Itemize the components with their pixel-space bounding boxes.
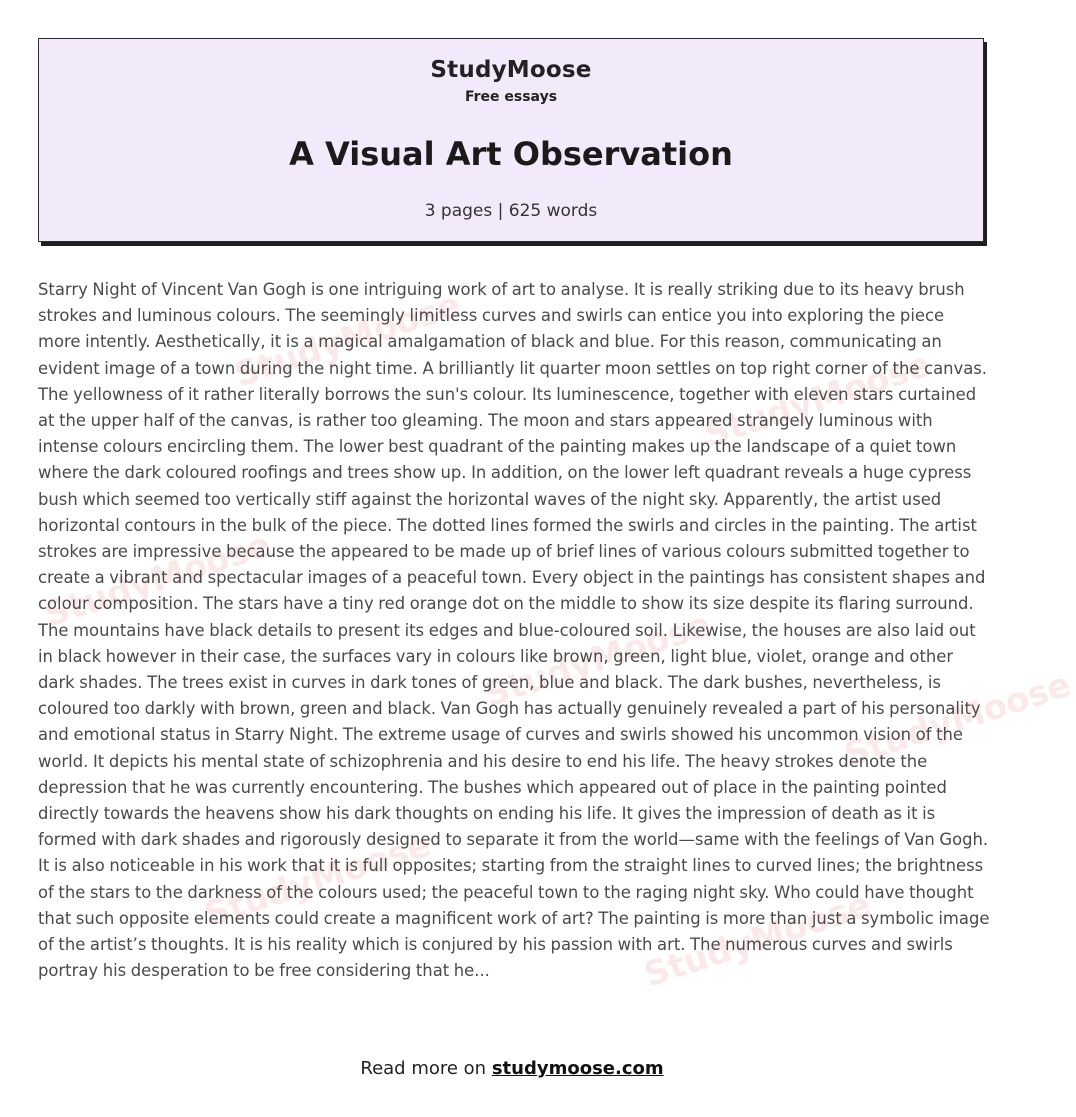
- read-more-footer: [0, 1058, 1024, 1079]
- essay-title: A Visual Art Observation: [289, 135, 733, 173]
- watermark: StudyMoose: [839, 664, 1076, 776]
- brand-tagline: Free essays: [464, 89, 558, 105]
- read-more-prefix: Read more on: [360, 1058, 492, 1079]
- watermark: StudyMoose: [229, 284, 466, 396]
- essay-header-card: [38, 38, 984, 242]
- watermark: StudyMoose: [199, 824, 436, 936]
- watermark: StudyMoose: [39, 524, 276, 636]
- watermark: StudyMoose: [479, 604, 716, 716]
- essay-body: Starry Night of Vincent Van Gogh is one intriguing work of art to analyse. It is really striking due to its heavy brush strokes and luminous colours. The seemingly limitless curves and swirls can entice you into exploring the piece more intently. Aesthetically, it is a magical amalgamation of black and blue. For this reason, communicating an evident image of a town during the night time. A brilliantly lit quarter moon settles on top right corner of the canvas. The yellowness of it rather literally borrows the sun's colour. Its luminescence, together with eleven stars curtained at the upper half of the canvas, is rather too gleaming. The moon and stars appeared strangely luminous with intense colours encircling them. The lower best quadrant of the painting makes up the landscape of a quiet town where the dark coloured roofings and trees show up. In addition, on the lower left quadrant reveals a huge cypress bush which seemed too vertically stiff against the horizontal waves of the night sky. Apparently, the artist used horizontal contours in the bulk of the piece. The dotted lines formed the swirls and circles in the painting. The artist strokes are impressive because the appeared to be made up of brief lines of various colours submitted together to create a vibrant and spectacular images of a peaceful town. Every object in the paintings has consistent shapes and colour composition. The stars have a tiny red orange dot on the middle to show its size despite its flaring surround. The mountains have black details to present its edges and blue-coloured soil. Likewise, the houses are also laid out in black however in their case, the surfaces vary in colours like brown, green, light blue, violet, orange and other dark shades. The trees exist in curves in dark tones of green, blue and black. The dark bushes, nevertheless, is coloured too darkly with brown, green and black. Van Gogh has actually genuinely revealed a part of his personality and emotional status in Starry Night. The extreme usage of curves and swirls showed his uncommon vision of the world. It depicts his mental state of schizophrenia and his desire to end his life. The heavy strokes denote the depression that he was currently encountering. The bushes which appeared out of place in the painting pointed directly towards the heavens show his dark thoughts on ending his life. It gives the impression of death as it is formed with dark shades and rigorously designed to separate it from the world—same with the feelings of Van Gogh. It is also noticeable in his work that it is full opposites; starting from the straight lines to curved lines; the brightness of the stars to the darkness of the colours used; the peaceful town to the raging night sky. Who could have thought that such opposite elements could create a magnificent work of art? The painting is more than just a symbolic image of the artist’s thoughts. It is his reality which is conjured by his passion with art. The numerous curves and swirls portray his desperation to be free considering that he...: [38, 280, 990, 981]
- watermark: StudyMoose: [699, 344, 936, 456]
- essay-meta: 3 pages | 625 words: [424, 201, 598, 221]
- watermark: StudyMoose: [639, 884, 876, 996]
- studymoose-link[interactable]: studymoose.com: [491, 1058, 664, 1079]
- brand-logo[interactable]: StudyMoose: [430, 57, 592, 83]
